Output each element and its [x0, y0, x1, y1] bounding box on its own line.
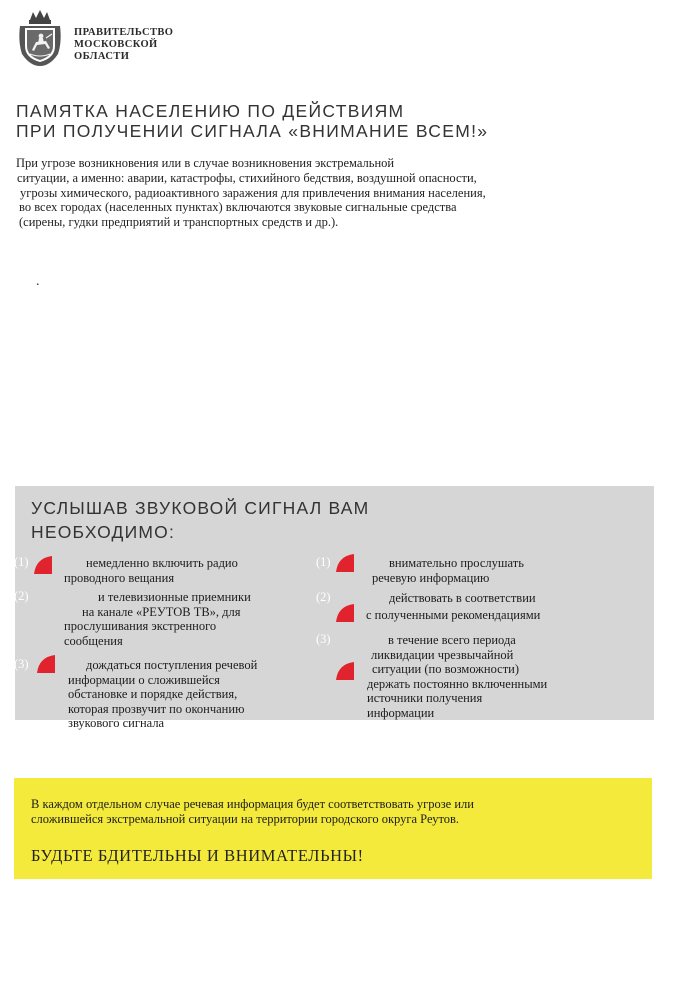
- actions-panel-title: [31, 496, 369, 544]
- right-item-1-line: внимательно прослушать: [389, 556, 524, 570]
- right-item-3-line: держать постоянно включенными: [367, 676, 548, 691]
- org-name-line1: ПРАВИТЕЛЬСТВО: [74, 27, 174, 38]
- right-item-1: [370, 556, 524, 585]
- intro-line: во всех городах (населенных пунктах) включаются звуковые сигнальные средства: [19, 200, 457, 215]
- page-title: [16, 101, 488, 141]
- left-item-1-line: проводного вещания: [64, 570, 175, 585]
- notice-slogan: БУДЬТЕ БДИТЕЛЬНЫ И ВНИМАТЕЛЬНЫ!: [31, 846, 364, 865]
- actions-title-line2: НЕОБХОДИМО:: [31, 522, 176, 542]
- intro-paragraph: [16, 156, 486, 230]
- right-item-2-line: действовать в соответствии: [389, 591, 536, 605]
- left-item-3-line: дождаться поступления речевой: [86, 658, 258, 672]
- left-item-2-line: прослушивания экстренного: [64, 619, 217, 634]
- org-name-line3: ОБЛАСТИ: [74, 51, 130, 62]
- page-title-line2: ПРИ ПОЛУЧЕНИИ СИГНАЛА «ВНИМАНИЕ ВСЕМ!»: [16, 121, 489, 141]
- notice-text: [31, 797, 474, 827]
- notice-line1: В каждом отдельном случае речевая информация будет соответствовать угрозе или: [31, 797, 474, 811]
- red-quarter-circle-icon: [37, 655, 55, 673]
- right-item-3: [366, 633, 547, 721]
- left-item-3: [66, 658, 257, 731]
- item-number: (3): [14, 657, 29, 671]
- item-number: (2): [14, 589, 29, 603]
- left-item-1-line: немедленно включить радио: [86, 556, 238, 570]
- intro-line: При угрозе возникновения или в случае возникновения экстремальной: [16, 156, 395, 170]
- left-item-1: [64, 556, 238, 585]
- page-title-line1: ПАМЯТКА НАСЕЛЕНИЮ ПО ДЕЙСТВИЯМ: [16, 101, 405, 121]
- intro-line: (сирены, гудки предприятий и транспортных средств и др.).: [19, 215, 339, 230]
- right-item-1-line: речевую информацию: [372, 570, 490, 585]
- moscow-oblast-coat-of-arms-icon: [16, 8, 64, 68]
- left-item-3-line: звукового сигнала: [68, 716, 165, 731]
- organization-name: [74, 27, 173, 63]
- intro-line: угрозы химического, радиоактивного заражения для привлечения внимания населения,: [20, 185, 486, 200]
- left-item-2-line: на канале «РЕУТОВ ТВ», для: [82, 604, 241, 619]
- right-item-3-line: в течение всего периода: [388, 633, 516, 647]
- right-item-2: [366, 591, 540, 622]
- item-number: (1): [316, 555, 331, 569]
- org-name-line2: МОСКОВСКОЙ: [74, 39, 158, 50]
- red-quarter-circle-icon: [34, 556, 52, 574]
- left-item-3-line: информации о сложившейся: [68, 672, 220, 687]
- red-quarter-circle-icon: [336, 604, 354, 622]
- left-item-3-line: обстановке и порядке действия,: [68, 687, 238, 702]
- left-item-2-line: и телевизионные приемники: [98, 590, 251, 604]
- red-quarter-circle-icon: [336, 662, 354, 680]
- red-quarter-circle-icon: [336, 554, 354, 572]
- item-number: (2): [316, 590, 331, 604]
- item-number: (3): [316, 632, 331, 646]
- right-item-2-line: с полученными рекомендациями: [366, 607, 541, 622]
- right-item-3-line: ситуации (по возможности): [372, 662, 520, 677]
- notice-line2: сложившейся экстремальной ситуации на территории городского округа Реутов.: [31, 812, 460, 826]
- right-item-3-line: источники получения: [367, 691, 483, 706]
- right-item-3-line: информации: [367, 705, 435, 720]
- left-item-2-line: сообщения: [64, 633, 123, 648]
- actions-title-line1: УСЛЫШАВ ЗВУКОВОЙ СИГНАЛ ВАМ: [31, 498, 370, 518]
- item-number: (1): [14, 555, 29, 569]
- right-item-3-line: ликвидации чрезвычайной: [371, 647, 514, 662]
- intro-line: ситуации, а именно: аварии, катастрофы, стихийного бедствия, воздушной опасности,: [17, 170, 477, 185]
- left-item-2: [64, 590, 251, 648]
- stray-dot: .: [36, 274, 40, 289]
- left-item-3-line: которая прозвучит по окончанию: [68, 701, 245, 716]
